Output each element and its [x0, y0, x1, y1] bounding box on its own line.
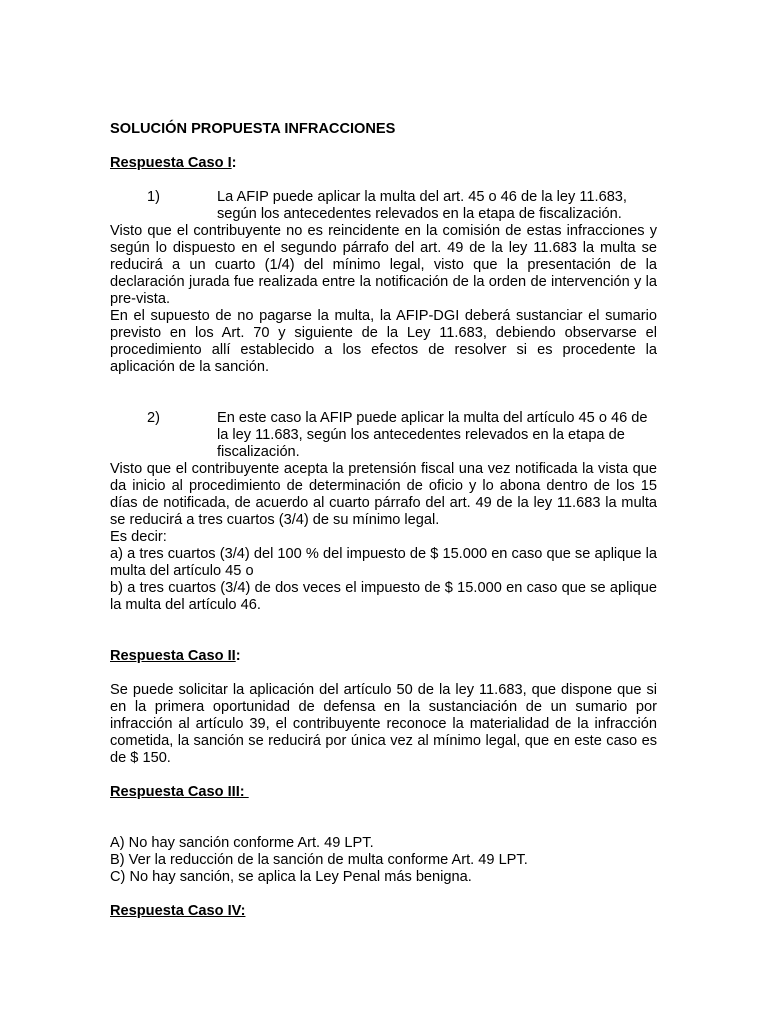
caso-2-paragraph-1: Se puede solicitar la aplicación del artículo 50 de la ley 11.683, que dispone que si en la primera oportunidad de defensa en la sustanciación de un sumario por infracción al artículo 39, el contribuyente reconoce la materialidad de la infracción cometida, la sanción se reducirá por única vez al mínimo legal, que en este caso es de $ 150. — [110, 682, 657, 766]
heading-caso-4 — [110, 903, 657, 920]
heading-caso-1-text: Respuesta Caso I — [110, 155, 232, 171]
caso-1-paragraph-6: b) a tres cuartos (3/4) de dos veces el impuesto de $ 15.000 en caso que se aplique la multa del artículo 46. — [110, 580, 657, 613]
document-body — [110, 121, 657, 920]
item-number: 1) — [147, 189, 160, 205]
caso-3-answer-c: C) No hay sanción, se aplica la Ley Penal más benigna. — [110, 869, 472, 885]
heading-caso-2 — [110, 648, 657, 665]
caso-1-item-1 — [110, 189, 657, 223]
document-title: SOLUCIÓN PROPUESTA INFRACCIONES — [110, 121, 396, 137]
heading-caso-1 — [110, 155, 657, 172]
caso-1-paragraph-2: En el supuesto de no pagarse la multa, la AFIP-DGI deberá sustanciar el sumario previsto en los Art. 70 y siguiente de la Ley 11.683, debiendo observarse el procedimiento allí establecido a los efectos de resolver si es procedente la aplicación de la sanción. — [110, 308, 657, 375]
caso-1-item-2 — [110, 410, 657, 461]
item-text: La AFIP puede aplicar la multa del art. 45 o 46 de la ley 11.683, según los antecedentes relevados en la etapa de fiscalización. — [217, 189, 627, 222]
heading-caso-2-colon: : — [235, 648, 241, 664]
caso-1-paragraph-4: Es decir: — [110, 529, 167, 545]
item-text: En este caso la AFIP puede aplicar la multa del artículo 45 o 46 de la ley 11.683, según los antecedentes relevados en la etapa de fiscalización. — [217, 410, 648, 460]
heading-caso-3 — [110, 784, 657, 801]
caso-3-answer-a: A) No hay sanción conforme Art. 49 LPT. — [110, 835, 374, 851]
heading-caso-3-text: Respuesta Caso III: — [110, 784, 249, 800]
caso-1-paragraph-1: Visto que el contribuyente no es reincidente en la comisión de estas infracciones y según lo dispuesto en el segundo párrafo del art. 49 de la ley 11.683 la multa se reducirá a un cuarto (1/4) del mínimo legal, visto que la presentación de la declaración jurada fue realizada entre la notificación de la orden de intervención y la pre-vista. — [110, 223, 657, 307]
caso-1-paragraph-3: Visto que el contribuyente acepta la pretensión fiscal una vez notificada la vista que da inicio al procedimiento de determinación de oficio y lo abona dentro de los 15 días de notificada, de acuerdo al cuarto párrafo del art. 49 de la ley 11.683 la multa se reducirá a tres cuartos (3/4) de su mínimo legal. — [110, 461, 657, 528]
item-number: 2) — [147, 410, 160, 426]
caso-1-paragraph-5: a) a tres cuartos (3/4) del 100 % del impuesto de $ 15.000 en caso que se aplique la multa del artículo 45 o — [110, 546, 657, 579]
heading-caso-2-text: Respuesta Caso II — [110, 648, 236, 664]
caso-3-answer-b: B) Ver la reducción de la sanción de multa conforme Art. 49 LPT. — [110, 852, 528, 868]
heading-caso-4-text: Respuesta Caso IV: — [110, 903, 246, 919]
heading-caso-1-colon: : — [231, 155, 237, 171]
